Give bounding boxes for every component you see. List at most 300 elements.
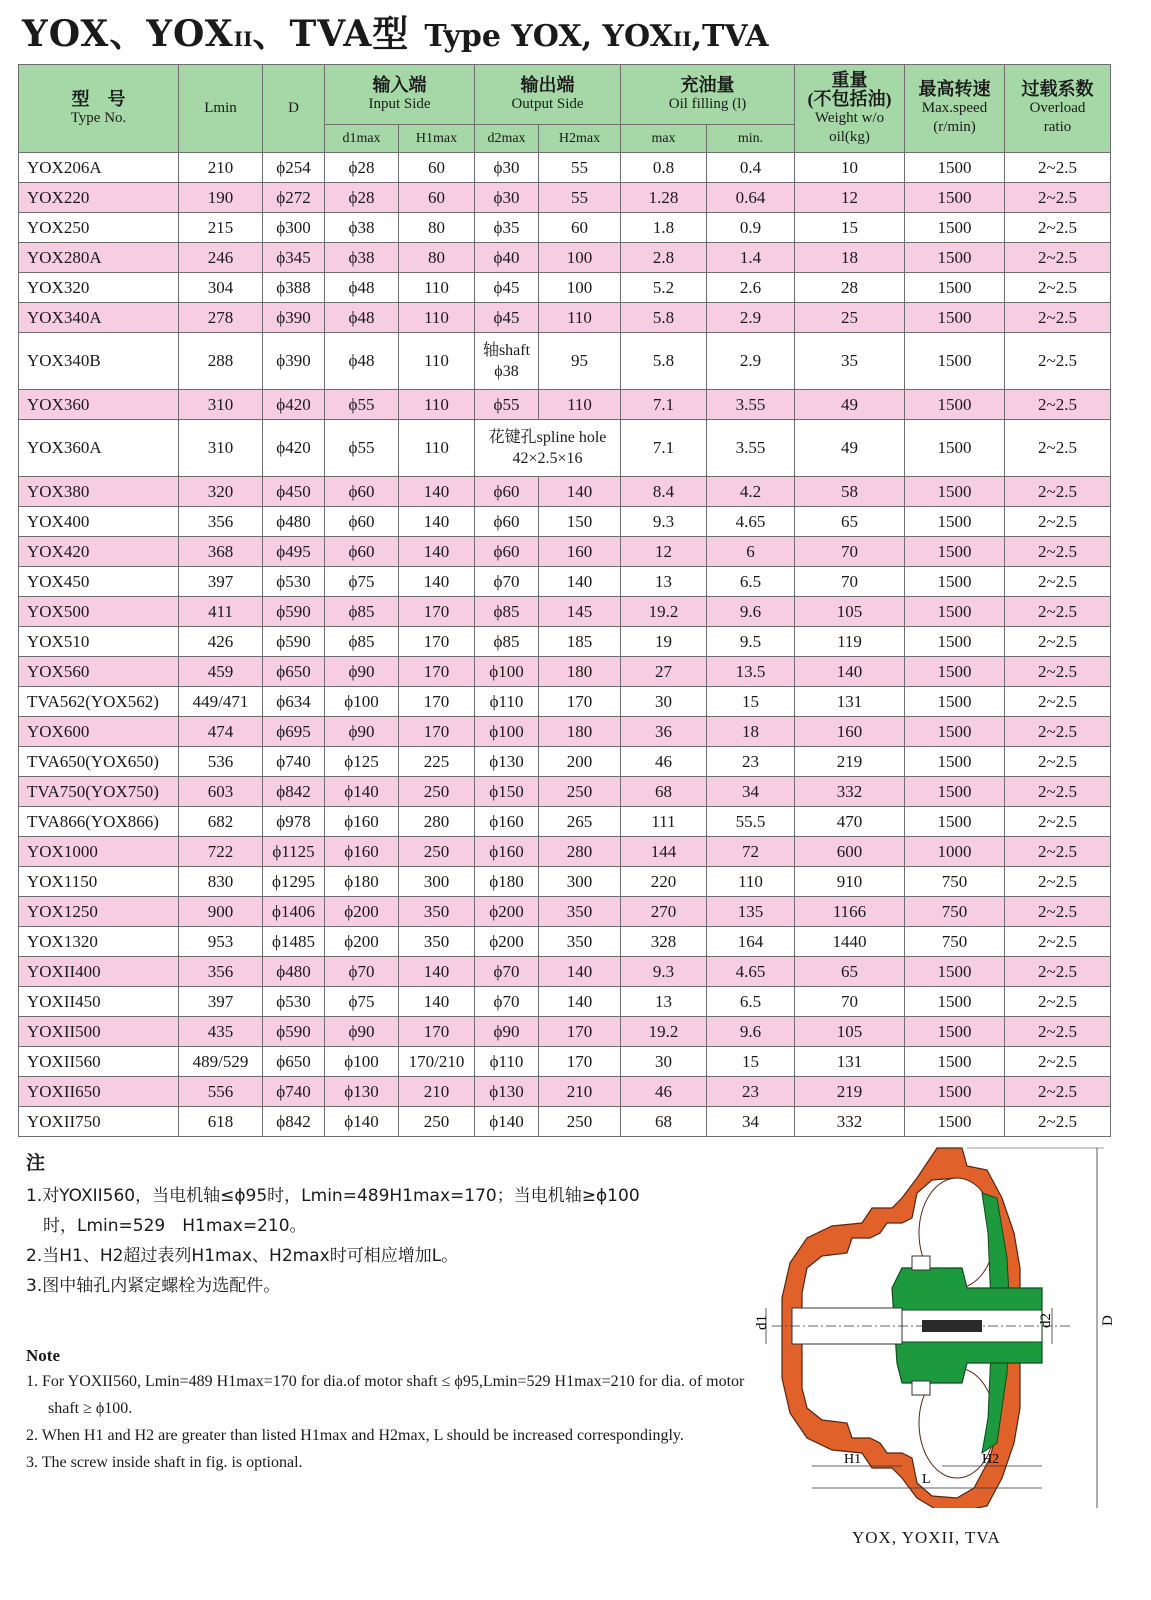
table-cell: 328 (621, 927, 707, 957)
table-cell: 140 (539, 567, 621, 597)
table-cell: YOX1250 (19, 897, 179, 927)
diagram-caption: YOX, YOXII, TVA (852, 1528, 1001, 1547)
table-cell: 1500 (905, 333, 1005, 390)
table-cell: ϕ200 (475, 927, 539, 957)
note-en-item: 2. When H1 and H2 are greater than listed H1max and H2max, L should be increased correspondingly. (26, 1427, 684, 1444)
table-cell: YOXII450 (19, 987, 179, 1017)
table-cell: YOX1320 (19, 927, 179, 957)
table-cell: 170/210 (399, 1047, 475, 1077)
table-cell: 288 (179, 333, 263, 390)
title-sub: II (233, 27, 253, 51)
table-cell: 219 (795, 1077, 905, 1107)
table-cell: 145 (539, 597, 621, 627)
table-cell: TVA866(YOX866) (19, 807, 179, 837)
table-cell: ϕ180 (325, 867, 399, 897)
col-max-speed: 最高转速 Max.speed (r/min) (905, 65, 1005, 153)
table-cell: ϕ110 (475, 1047, 539, 1077)
table-cell: 536 (179, 747, 263, 777)
table-cell: 5.8 (621, 303, 707, 333)
table-cell: 34 (707, 1107, 795, 1137)
table-cell: 9.6 (707, 1017, 795, 1047)
table-row (19, 507, 1111, 537)
table-cell: YOX400 (19, 507, 179, 537)
table-cell: ϕ28 (325, 183, 399, 213)
table-cell: 1500 (905, 807, 1005, 837)
table-cell: 397 (179, 567, 263, 597)
table-cell: YOX340B (19, 333, 179, 390)
table-cell: YOX360A (19, 420, 179, 477)
table-cell: 426 (179, 627, 263, 657)
table-cell: 332 (795, 777, 905, 807)
table-cell: 70 (795, 537, 905, 567)
table-cell: ϕ75 (325, 567, 399, 597)
col-lmin: Lmin (179, 65, 263, 153)
note-en-item: 3. The screw inside shaft in fig. is optional. (26, 1454, 303, 1471)
table-cell: 131 (795, 1047, 905, 1077)
table-cell: ϕ90 (325, 1017, 399, 1047)
table-cell: ϕ740 (263, 747, 325, 777)
table-cell: 1500 (905, 1047, 1005, 1077)
table-cell: 0.9 (707, 213, 795, 243)
table-cell: 6.5 (707, 987, 795, 1017)
table-cell: ϕ100 (475, 657, 539, 687)
table-cell: 1500 (905, 1107, 1005, 1137)
table-row (19, 153, 1111, 183)
table-cell: ϕ70 (475, 567, 539, 597)
table-cell: YOX250 (19, 213, 179, 243)
table-cell: ϕ160 (325, 837, 399, 867)
table-cell: YOX450 (19, 567, 179, 597)
table-cell: ϕ590 (263, 627, 325, 657)
table-cell: 140 (399, 957, 475, 987)
page-title (22, 6, 769, 56)
table-cell: 953 (179, 927, 263, 957)
table-cell: 110 (399, 420, 475, 477)
table-cell: 9.5 (707, 627, 795, 657)
table-cell: 49 (795, 420, 905, 477)
table-cell: 2~2.5 (1005, 567, 1111, 597)
table-cell: ϕ90 (325, 657, 399, 687)
table-cell: ϕ140 (475, 1107, 539, 1137)
table-body (19, 153, 1111, 1137)
table-cell: 15 (707, 687, 795, 717)
table-cell: 60 (539, 213, 621, 243)
col-h1max: H1max (399, 125, 475, 153)
table-cell: 210 (179, 153, 263, 183)
table-cell: 250 (539, 777, 621, 807)
table-cell: 140 (399, 567, 475, 597)
table-cell: 0.64 (707, 183, 795, 213)
table-cell: 80 (399, 213, 475, 243)
table-cell: 80 (399, 243, 475, 273)
table-cell: 30 (621, 687, 707, 717)
table-cell: 2~2.5 (1005, 597, 1111, 627)
table-cell: 2~2.5 (1005, 867, 1111, 897)
table-cell: 225 (399, 747, 475, 777)
table-cell: 2~2.5 (1005, 273, 1111, 303)
table-cell: 2~2.5 (1005, 420, 1111, 477)
table-cell: 9.3 (621, 957, 707, 987)
notes-english (26, 1346, 756, 1476)
table-cell: 25 (795, 303, 905, 333)
table-cell: 1.8 (621, 213, 707, 243)
table-cell: YOX1000 (19, 837, 179, 867)
dim-d2-label: d2 (1038, 1313, 1054, 1328)
table-row (19, 183, 1111, 213)
table-cell: 18 (707, 717, 795, 747)
table-cell: 449/471 (179, 687, 263, 717)
table-cell: 27 (621, 657, 707, 687)
table-cell: 4.65 (707, 507, 795, 537)
table-cell: 36 (621, 717, 707, 747)
table-cell: 1500 (905, 507, 1005, 537)
table-cell: 72 (707, 837, 795, 867)
table-cell: ϕ272 (263, 183, 325, 213)
table-cell: 2~2.5 (1005, 747, 1111, 777)
table-cell: ϕ390 (263, 333, 325, 390)
table-cell: 310 (179, 420, 263, 477)
table-cell: 3.55 (707, 420, 795, 477)
table-cell: ϕ695 (263, 717, 325, 747)
table-cell: 7.1 (621, 390, 707, 420)
table-cell: 2~2.5 (1005, 837, 1111, 867)
table-cell: ϕ100 (325, 1047, 399, 1077)
table-cell: YOX360 (19, 390, 179, 420)
table-cell: 556 (179, 1077, 263, 1107)
table-cell: 140 (795, 657, 905, 687)
table-cell: 750 (905, 867, 1005, 897)
table-cell: YOX600 (19, 717, 179, 747)
table-cell: 1500 (905, 987, 1005, 1017)
table-cell: 1500 (905, 717, 1005, 747)
table-row (19, 420, 1111, 477)
table-cell: ϕ650 (263, 657, 325, 687)
notes-en-heading: Note (26, 1346, 60, 1365)
table-cell: 140 (539, 477, 621, 507)
table-cell: 190 (179, 183, 263, 213)
col-weight: 重量 (不包括油) Weight w/o oil(kg) (795, 65, 905, 153)
table-cell: 489/529 (179, 1047, 263, 1077)
table-cell: YOX500 (19, 597, 179, 627)
table-cell: 13.5 (707, 657, 795, 687)
table-cell: 60 (399, 153, 475, 183)
table-cell: 2~2.5 (1005, 390, 1111, 420)
table-row (19, 1107, 1111, 1137)
table-cell: 304 (179, 273, 263, 303)
table-cell: ϕ495 (263, 537, 325, 567)
table-cell: ϕ160 (325, 807, 399, 837)
title-mid: 、TVA型 (252, 13, 410, 55)
table-cell: 140 (399, 507, 475, 537)
table-cell: ϕ85 (475, 597, 539, 627)
table-cell: 2.6 (707, 273, 795, 303)
table-cell: 2.8 (621, 243, 707, 273)
table-cell: 435 (179, 1017, 263, 1047)
table-cell: 12 (795, 183, 905, 213)
table-cell: ϕ254 (263, 153, 325, 183)
table-cell: 1500 (905, 213, 1005, 243)
table-cell: ϕ130 (475, 1077, 539, 1107)
table-cell: ϕ450 (263, 477, 325, 507)
table-cell: 1500 (905, 243, 1005, 273)
table-cell: 160 (539, 537, 621, 567)
table-cell: 2~2.5 (1005, 657, 1111, 687)
table-cell: 19 (621, 627, 707, 657)
table-cell: ϕ85 (325, 627, 399, 657)
table-cell: ϕ60 (325, 537, 399, 567)
table-cell: 830 (179, 867, 263, 897)
table-cell: 46 (621, 1077, 707, 1107)
table-cell: ϕ55 (325, 420, 399, 477)
table-cell: 356 (179, 957, 263, 987)
table-cell: 140 (539, 987, 621, 1017)
table-row (19, 273, 1111, 303)
table-cell: ϕ480 (263, 507, 325, 537)
table-cell: 618 (179, 1107, 263, 1137)
table-cell: 470 (795, 807, 905, 837)
title-main: YOX、YOX (22, 13, 234, 55)
title-en-sub: II (672, 27, 692, 51)
table-row (19, 567, 1111, 597)
table-cell: 1500 (905, 1017, 1005, 1047)
table-cell: 1166 (795, 897, 905, 927)
table-cell: 0.4 (707, 153, 795, 183)
table-cell: ϕ388 (263, 273, 325, 303)
table-cell: YOXII400 (19, 957, 179, 987)
table-cell: 164 (707, 927, 795, 957)
table-cell: 1500 (905, 957, 1005, 987)
table-cell: 1500 (905, 687, 1005, 717)
table-cell: 1500 (905, 420, 1005, 477)
table-cell: 2~2.5 (1005, 987, 1111, 1017)
table-cell: ϕ110 (475, 687, 539, 717)
table-cell: YOX560 (19, 657, 179, 687)
table-cell: ϕ1295 (263, 867, 325, 897)
table-cell: 9.6 (707, 597, 795, 627)
table-cell: 280 (539, 837, 621, 867)
table-row (19, 837, 1111, 867)
table-cell: 1500 (905, 273, 1005, 303)
table-cell: 65 (795, 507, 905, 537)
table-cell: 320 (179, 477, 263, 507)
table-row (19, 687, 1111, 717)
table-row (19, 717, 1111, 747)
table-cell: 170 (399, 717, 475, 747)
table-cell: 1500 (905, 303, 1005, 333)
table-cell: 110 (399, 333, 475, 390)
table-cell: ϕ1125 (263, 837, 325, 867)
table-cell: YOX380 (19, 477, 179, 507)
table-cell: 170 (399, 597, 475, 627)
table-cell: 65 (795, 957, 905, 987)
table-cell: ϕ70 (475, 957, 539, 987)
table-cell: 15 (707, 1047, 795, 1077)
table-cell: 397 (179, 987, 263, 1017)
col-h2max: H2max (539, 125, 621, 153)
table-cell: 110 (399, 273, 475, 303)
table-row (19, 477, 1111, 507)
table-cell: 2~2.5 (1005, 897, 1111, 927)
table-cell: YOX1150 (19, 867, 179, 897)
table-cell: ϕ60 (325, 507, 399, 537)
table-cell: 46 (621, 747, 707, 777)
table-cell: YOX340A (19, 303, 179, 333)
table-cell: 170 (539, 1047, 621, 1077)
table-cell: ϕ38 (325, 213, 399, 243)
table-cell: ϕ345 (263, 243, 325, 273)
table-cell: ϕ85 (325, 597, 399, 627)
note-zh-item: 时，Lmin=529 H1max=210。 (26, 1216, 307, 1236)
table-cell: 250 (399, 777, 475, 807)
table-cell: 250 (399, 1107, 475, 1137)
table-cell: 23 (707, 1077, 795, 1107)
table-cell: 170 (539, 1017, 621, 1047)
table-cell: 8.4 (621, 477, 707, 507)
table-cell: ϕ55 (325, 390, 399, 420)
table-cell: ϕ160 (475, 837, 539, 867)
table-cell: ϕ978 (263, 807, 325, 837)
col-type: 型 号 Type No. (19, 65, 179, 153)
table-cell: ϕ38 (325, 243, 399, 273)
table-cell: 2~2.5 (1005, 777, 1111, 807)
table-cell: 6.5 (707, 567, 795, 597)
table-cell: 332 (795, 1107, 905, 1137)
table-cell: 2~2.5 (1005, 333, 1111, 390)
table-cell: 2~2.5 (1005, 957, 1111, 987)
table-cell: 1500 (905, 537, 1005, 567)
table-cell: ϕ90 (475, 1017, 539, 1047)
table-cell: 105 (795, 1017, 905, 1047)
table-cell: 110 (399, 390, 475, 420)
col-d1max: d1max (325, 125, 399, 153)
table-row (19, 657, 1111, 687)
table-row (19, 1017, 1111, 1047)
table-cell: 2~2.5 (1005, 627, 1111, 657)
table-cell: 4.65 (707, 957, 795, 987)
table-cell: 140 (399, 477, 475, 507)
table-cell: ϕ140 (325, 1107, 399, 1137)
table-cell: 350 (539, 927, 621, 957)
table-cell: 750 (905, 897, 1005, 927)
table-cell: 70 (795, 987, 905, 1017)
table-cell: 600 (795, 837, 905, 867)
cell-line: ϕ38 (494, 363, 519, 380)
table-cell: 603 (179, 777, 263, 807)
table-cell: 356 (179, 507, 263, 537)
table-cell (475, 333, 539, 390)
bearing-bottom (912, 1381, 930, 1395)
table-cell: 1500 (905, 477, 1005, 507)
table-cell: ϕ125 (325, 747, 399, 777)
table-cell: 210 (539, 1077, 621, 1107)
notes-zh-heading: 注 (26, 1152, 46, 1174)
table-cell: 34 (707, 777, 795, 807)
table-cell: 900 (179, 897, 263, 927)
table-cell: 10 (795, 153, 905, 183)
table-cell: 9.3 (621, 507, 707, 537)
table-cell: 1500 (905, 183, 1005, 213)
table-cell: ϕ200 (475, 897, 539, 927)
table-cell: 30 (621, 1047, 707, 1077)
table-row (19, 627, 1111, 657)
table-cell: 300 (539, 867, 621, 897)
col-input-side: 输入端 Input Side (325, 65, 475, 125)
table-cell: ϕ90 (325, 717, 399, 747)
table-cell: ϕ60 (475, 537, 539, 567)
table-cell: ϕ30 (475, 153, 539, 183)
table-row (19, 867, 1111, 897)
table-cell: 15 (795, 213, 905, 243)
bearing-top (912, 1256, 930, 1270)
note-zh-item: 1.对YOXII560，当电机轴≤ϕ95时，Lmin=489H1max=170；当电机轴≥ϕ100 (26, 1186, 640, 1206)
table-cell: 215 (179, 213, 263, 243)
table-cell: 1500 (905, 390, 1005, 420)
table-cell: 55.5 (707, 807, 795, 837)
note-en-item: 1. For YOXII560, Lmin=489 H1max=170 for dia.of motor shaft ≤ ϕ95,Lmin=529 H1max=210 for dia. of motor shaft ≥ ϕ100. (26, 1373, 745, 1417)
table-cell: 105 (795, 597, 905, 627)
table-cell: ϕ60 (475, 477, 539, 507)
table-cell: 60 (399, 183, 475, 213)
table-cell: ϕ45 (475, 273, 539, 303)
table-cell: 474 (179, 717, 263, 747)
dim-d1-label: d1 (754, 1315, 770, 1330)
table-row (19, 303, 1111, 333)
table-cell: 180 (539, 717, 621, 747)
table-cell: ϕ842 (263, 1107, 325, 1137)
table-cell: YOX206A (19, 153, 179, 183)
table-cell: YOXII500 (19, 1017, 179, 1047)
table-cell: 70 (795, 567, 905, 597)
table-cell: 170 (399, 627, 475, 657)
table-cell: 2~2.5 (1005, 927, 1111, 957)
cell-line: 42×2.5×16 (512, 450, 583, 467)
table-cell: ϕ48 (325, 333, 399, 390)
table-cell: 750 (905, 927, 1005, 957)
table-cell: 250 (539, 1107, 621, 1137)
table-cell: YOX510 (19, 627, 179, 657)
table-cell: YOXII750 (19, 1107, 179, 1137)
table-cell: 160 (795, 717, 905, 747)
table-cell: 3.55 (707, 390, 795, 420)
table-cell: ϕ634 (263, 687, 325, 717)
table-cell: 270 (621, 897, 707, 927)
table-cell: 2~2.5 (1005, 183, 1111, 213)
table-row (19, 390, 1111, 420)
table-row (19, 1077, 1111, 1107)
table-row (19, 807, 1111, 837)
table-cell: ϕ590 (263, 1017, 325, 1047)
table-cell: ϕ100 (325, 687, 399, 717)
table-cell: 5.2 (621, 273, 707, 303)
table-cell: 170 (539, 687, 621, 717)
col-oil-max: max (621, 125, 707, 153)
table-cell: YOXII650 (19, 1077, 179, 1107)
col-d2max: d2max (475, 125, 539, 153)
dim-H2-label: H2 (982, 1452, 1000, 1467)
table-cell: 278 (179, 303, 263, 333)
table-cell: ϕ45 (475, 303, 539, 333)
table-cell: TVA650(YOX650) (19, 747, 179, 777)
table-cell: 100 (539, 273, 621, 303)
table-cell: TVA562(YOX562) (19, 687, 179, 717)
table-cell: 300 (399, 867, 475, 897)
table-cell: 722 (179, 837, 263, 867)
table-cell: YOX320 (19, 273, 179, 303)
table-cell: 1440 (795, 927, 905, 957)
table-row (19, 333, 1111, 390)
table-cell: 1.28 (621, 183, 707, 213)
table-cell: 2~2.5 (1005, 1107, 1111, 1137)
